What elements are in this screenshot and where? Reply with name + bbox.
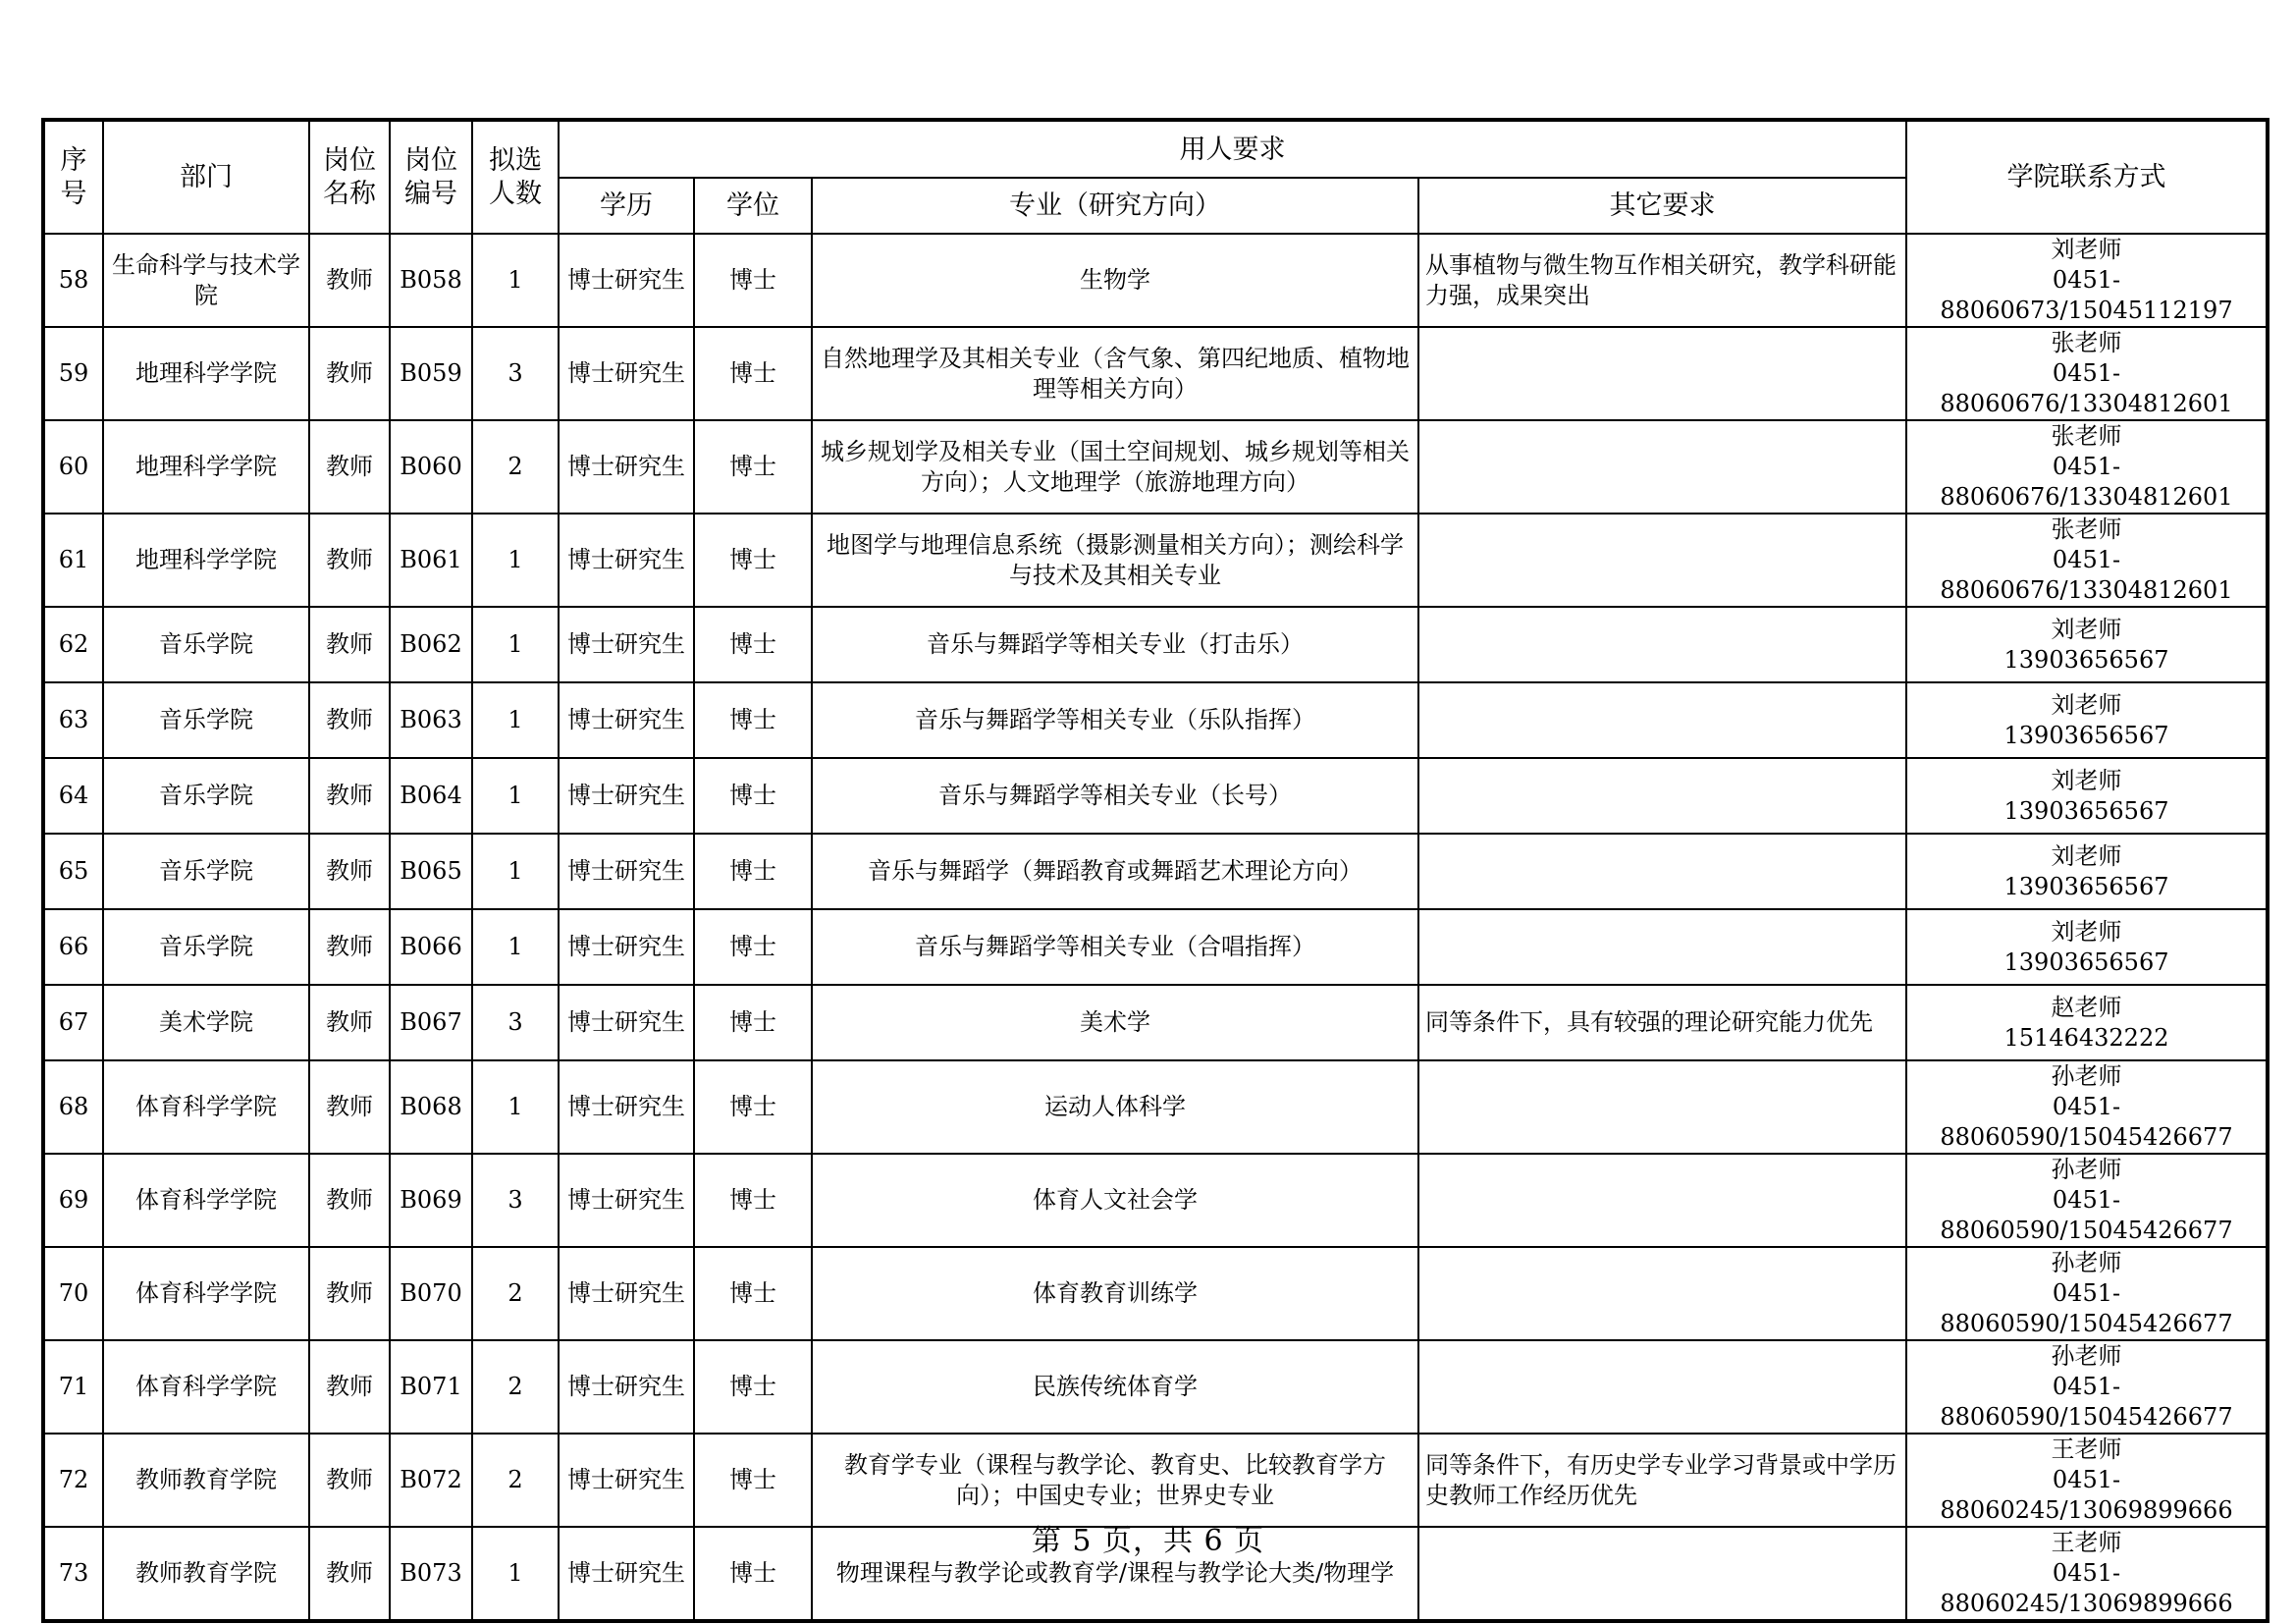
cell-dept: 教师教育学院: [103, 1527, 309, 1621]
cell-contact: [1906, 1434, 2268, 1527]
table-body: [43, 234, 2268, 1621]
cell-education: 博士研究生: [559, 909, 694, 985]
cell-seq: 67: [43, 985, 103, 1060]
cell-post-code: B070: [390, 1247, 472, 1340]
cell-degree: 博士: [694, 420, 812, 514]
contact-name: 刘老师: [2051, 766, 2122, 794]
cell-major: 音乐与舞蹈学（舞蹈教育或舞蹈艺术理论方向）: [812, 834, 1418, 909]
contact-phone: 0451-88060676/13304812601: [1940, 546, 2233, 604]
cell-major: 体育人文社会学: [812, 1154, 1418, 1247]
table-row: [43, 909, 2268, 985]
contact-name: 张老师: [2051, 515, 2122, 543]
cell-seq: 72: [43, 1434, 103, 1527]
cell-seq: 69: [43, 1154, 103, 1247]
header-count: 拟选人数: [472, 120, 559, 234]
cell-contact: [1906, 985, 2268, 1060]
header-seq: 序号: [43, 120, 103, 234]
contact-phone: 0451-88060673/15045112197: [1940, 266, 2233, 324]
cell-major: 音乐与舞蹈学等相关专业（打击乐）: [812, 607, 1418, 682]
recruitment-table: [41, 118, 2269, 1623]
contact-phone: 13903656567: [2003, 872, 2169, 900]
cell-other: [1418, 327, 1906, 420]
cell-major: 运动人体科学: [812, 1060, 1418, 1154]
cell-major: 物理课程与教学论或教育学/课程与教学论大类/物理学: [812, 1527, 1418, 1621]
cell-count: 1: [472, 909, 559, 985]
cell-major: 民族传统体育学: [812, 1340, 1418, 1434]
cell-other: [1418, 607, 1906, 682]
cell-contact: [1906, 909, 2268, 985]
cell-other: [1418, 1247, 1906, 1340]
cell-education: 博士研究生: [559, 420, 694, 514]
cell-dept: 体育科学学院: [103, 1060, 309, 1154]
cell-contact: [1906, 1154, 2268, 1247]
cell-seq: 61: [43, 514, 103, 607]
cell-seq: 60: [43, 420, 103, 514]
cell-degree: 博士: [694, 1154, 812, 1247]
cell-degree: 博士: [694, 834, 812, 909]
contact-phone: 0451-88060590/15045426677: [1940, 1373, 2233, 1431]
table-header: [43, 120, 2268, 234]
contact-name: 孙老师: [2051, 1342, 2122, 1370]
cell-seq: 59: [43, 327, 103, 420]
contact-phone: 15146432222: [2003, 1023, 2169, 1052]
cell-count: 2: [472, 1434, 559, 1527]
contact-name: 孙老师: [2051, 1156, 2122, 1183]
header-major: 专业（研究方向）: [812, 178, 1418, 234]
contact-name: 王老师: [2051, 1435, 2122, 1463]
header-requirements: 用人要求: [559, 120, 1906, 178]
cell-post-name: 教师: [309, 1154, 390, 1247]
cell-degree: 博士: [694, 1340, 812, 1434]
cell-contact: [1906, 1340, 2268, 1434]
contact-phone: 0451-88060676/13304812601: [1940, 453, 2233, 511]
cell-post-code: B064: [390, 758, 472, 834]
cell-post-code: B059: [390, 327, 472, 420]
cell-other: [1418, 1060, 1906, 1154]
cell-contact: [1906, 1247, 2268, 1340]
header-post-code: 岗位编号: [390, 120, 472, 234]
contact-name: 赵老师: [2051, 993, 2122, 1021]
cell-other: [1418, 514, 1906, 607]
cell-seq: 65: [43, 834, 103, 909]
contact-name: 孙老师: [2051, 1062, 2122, 1090]
cell-post-name: 教师: [309, 420, 390, 514]
cell-seq: 73: [43, 1527, 103, 1621]
cell-dept: 音乐学院: [103, 909, 309, 985]
cell-count: 3: [472, 985, 559, 1060]
cell-education: 博士研究生: [559, 834, 694, 909]
cell-education: 博士研究生: [559, 1060, 694, 1154]
cell-count: 1: [472, 607, 559, 682]
header-dept: 部门: [103, 120, 309, 234]
cell-degree: 博士: [694, 758, 812, 834]
cell-post-code: B069: [390, 1154, 472, 1247]
cell-major: 音乐与舞蹈学等相关专业（长号）: [812, 758, 1418, 834]
cell-dept: 体育科学学院: [103, 1340, 309, 1434]
cell-post-name: 教师: [309, 834, 390, 909]
cell-dept: 地理科学学院: [103, 514, 309, 607]
table-row: [43, 234, 2268, 327]
cell-contact: [1906, 834, 2268, 909]
contact-phone: 13903656567: [2003, 721, 2169, 749]
cell-post-code: B063: [390, 682, 472, 758]
cell-education: 博士研究生: [559, 607, 694, 682]
cell-post-name: 教师: [309, 327, 390, 420]
cell-post-code: B072: [390, 1434, 472, 1527]
cell-dept: 音乐学院: [103, 607, 309, 682]
contact-phone: 0451-88060245/13069899666: [1940, 1466, 2233, 1524]
cell-count: 1: [472, 1060, 559, 1154]
header-other: 其它要求: [1418, 178, 1906, 234]
cell-post-name: 教师: [309, 514, 390, 607]
table-row: [43, 1340, 2268, 1434]
contact-name: 刘老师: [2051, 615, 2122, 643]
cell-education: 博士研究生: [559, 758, 694, 834]
cell-degree: 博士: [694, 1060, 812, 1154]
cell-education: 博士研究生: [559, 1527, 694, 1621]
cell-post-name: 教师: [309, 1527, 390, 1621]
cell-post-code: B071: [390, 1340, 472, 1434]
cell-education: 博士研究生: [559, 514, 694, 607]
cell-degree: 博士: [694, 514, 812, 607]
cell-contact: [1906, 682, 2268, 758]
cell-major: 体育教育训练学: [812, 1247, 1418, 1340]
cell-major: 教育学专业（课程与教学论、教育史、比较教育学方向）；中国史专业；世界史专业: [812, 1434, 1418, 1527]
table-row: [43, 1154, 2268, 1247]
cell-dept: 体育科学学院: [103, 1154, 309, 1247]
cell-post-code: B068: [390, 1060, 472, 1154]
cell-dept: 地理科学学院: [103, 327, 309, 420]
contact-name: 刘老师: [2051, 917, 2122, 946]
cell-dept: 体育科学学院: [103, 1247, 309, 1340]
contact-phone: 0451-88060245/13069899666: [1940, 1559, 2233, 1617]
cell-contact: [1906, 420, 2268, 514]
cell-contact: [1906, 514, 2268, 607]
cell-count: 3: [472, 1154, 559, 1247]
cell-contact: [1906, 1060, 2268, 1154]
cell-post-code: B067: [390, 985, 472, 1060]
cell-dept: 音乐学院: [103, 682, 309, 758]
table-row: [43, 1060, 2268, 1154]
header-contact: 学院联系方式: [1906, 120, 2268, 234]
header-degree: 学位: [694, 178, 812, 234]
cell-contact: [1906, 327, 2268, 420]
cell-degree: 博士: [694, 1247, 812, 1340]
cell-seq: 66: [43, 909, 103, 985]
cell-degree: 博士: [694, 607, 812, 682]
cell-post-code: B061: [390, 514, 472, 607]
cell-other: 从事植物与微生物互作相关研究，教学科研能力强，成果突出: [1418, 234, 1906, 327]
cell-major: 地图学与地理信息系统（摄影测量相关方向）；测绘科学与技术及其相关专业: [812, 514, 1418, 607]
contact-name: 刘老师: [2051, 841, 2122, 870]
cell-contact: [1906, 607, 2268, 682]
cell-dept: 生命科学与技术学院: [103, 234, 309, 327]
cell-post-code: B065: [390, 834, 472, 909]
contact-phone: 13903656567: [2003, 947, 2169, 976]
cell-dept: 音乐学院: [103, 834, 309, 909]
cell-education: 博士研究生: [559, 234, 694, 327]
cell-seq: 70: [43, 1247, 103, 1340]
contact-phone: 13903656567: [2003, 645, 2169, 674]
cell-count: 2: [472, 1340, 559, 1434]
cell-contact: [1906, 758, 2268, 834]
contact-phone: 13903656567: [2003, 796, 2169, 825]
cell-post-name: 教师: [309, 1434, 390, 1527]
cell-count: 1: [472, 1527, 559, 1621]
cell-other: 同等条件下，有历史学专业学习背景或中学历史教师工作经历优先: [1418, 1434, 1906, 1527]
header-post-name: 岗位名称: [309, 120, 390, 234]
cell-dept: 音乐学院: [103, 758, 309, 834]
table-row: [43, 985, 2268, 1060]
cell-count: 3: [472, 327, 559, 420]
contact-name: 孙老师: [2051, 1249, 2122, 1276]
cell-post-name: 教师: [309, 1340, 390, 1434]
cell-degree: 博士: [694, 327, 812, 420]
cell-other: [1418, 1154, 1906, 1247]
cell-degree: 博士: [694, 909, 812, 985]
cell-count: 2: [472, 1247, 559, 1340]
cell-degree: 博士: [694, 682, 812, 758]
cell-degree: 博士: [694, 1527, 812, 1621]
cell-post-code: B073: [390, 1527, 472, 1621]
cell-major: 音乐与舞蹈学等相关专业（乐队指挥）: [812, 682, 1418, 758]
table-row: [43, 327, 2268, 420]
cell-other: [1418, 834, 1906, 909]
cell-seq: 63: [43, 682, 103, 758]
cell-seq: 62: [43, 607, 103, 682]
cell-education: 博士研究生: [559, 682, 694, 758]
table-row: [43, 1434, 2268, 1527]
table-row: [43, 834, 2268, 909]
cell-other: [1418, 1340, 1906, 1434]
cell-post-code: B060: [390, 420, 472, 514]
cell-post-name: 教师: [309, 985, 390, 1060]
cell-other: [1418, 909, 1906, 985]
cell-post-name: 教师: [309, 909, 390, 985]
cell-post-code: B062: [390, 607, 472, 682]
table-row: [43, 682, 2268, 758]
cell-degree: 博士: [694, 234, 812, 327]
cell-contact: [1906, 234, 2268, 327]
cell-other: [1418, 758, 1906, 834]
cell-post-code: B066: [390, 909, 472, 985]
cell-post-name: 教师: [309, 234, 390, 327]
contact-phone: 0451-88060676/13304812601: [1940, 359, 2233, 417]
contact-phone: 0451-88060590/15045426677: [1940, 1186, 2233, 1244]
cell-seq: 58: [43, 234, 103, 327]
table-row: [43, 607, 2268, 682]
cell-seq: 68: [43, 1060, 103, 1154]
table-row: [43, 420, 2268, 514]
cell-post-name: 教师: [309, 607, 390, 682]
cell-degree: 博士: [694, 985, 812, 1060]
contact-name: 刘老师: [2051, 236, 2122, 263]
cell-other: [1418, 420, 1906, 514]
cell-dept: 美术学院: [103, 985, 309, 1060]
cell-major: 音乐与舞蹈学等相关专业（合唱指挥）: [812, 909, 1418, 985]
table-row: [43, 514, 2268, 607]
cell-major: 自然地理学及其相关专业（含气象、第四纪地质、植物地理等相关方向）: [812, 327, 1418, 420]
cell-count: 2: [472, 420, 559, 514]
cell-dept: 教师教育学院: [103, 1434, 309, 1527]
contact-phone: 0451-88060590/15045426677: [1940, 1093, 2233, 1151]
cell-count: 1: [472, 682, 559, 758]
cell-major: 美术学: [812, 985, 1418, 1060]
contact-name: 刘老师: [2051, 690, 2122, 719]
table-row: [43, 1247, 2268, 1340]
cell-dept: 地理科学学院: [103, 420, 309, 514]
cell-other: 同等条件下，具有较强的理论研究能力优先: [1418, 985, 1906, 1060]
contact-name: 张老师: [2051, 329, 2122, 356]
cell-education: 博士研究生: [559, 985, 694, 1060]
table-row: [43, 758, 2268, 834]
cell-count: 1: [472, 758, 559, 834]
contact-phone: 0451-88060590/15045426677: [1940, 1279, 2233, 1337]
cell-other: [1418, 682, 1906, 758]
cell-education: 博士研究生: [559, 1247, 694, 1340]
cell-post-name: 教师: [309, 1060, 390, 1154]
page-footer: 第 5 页，共 6 页: [1031, 1524, 1265, 1558]
contact-name: 张老师: [2051, 422, 2122, 450]
cell-degree: 博士: [694, 1434, 812, 1527]
cell-education: 博士研究生: [559, 1340, 694, 1434]
cell-count: 1: [472, 834, 559, 909]
cell-major: 生物学: [812, 234, 1418, 327]
cell-count: 1: [472, 514, 559, 607]
cell-education: 博士研究生: [559, 327, 694, 420]
cell-seq: 71: [43, 1340, 103, 1434]
cell-post-name: 教师: [309, 758, 390, 834]
cell-education: 博士研究生: [559, 1154, 694, 1247]
cell-education: 博士研究生: [559, 1434, 694, 1527]
cell-seq: 64: [43, 758, 103, 834]
cell-post-name: 教师: [309, 682, 390, 758]
cell-post-name: 教师: [309, 1247, 390, 1340]
cell-major: 城乡规划学及相关专业（国土空间规划、城乡规划等相关方向）；人文地理学（旅游地理方向）: [812, 420, 1418, 514]
cell-post-code: B058: [390, 234, 472, 327]
cell-count: 1: [472, 234, 559, 327]
contact-name: 王老师: [2051, 1529, 2122, 1556]
header-education: 学历: [559, 178, 694, 234]
